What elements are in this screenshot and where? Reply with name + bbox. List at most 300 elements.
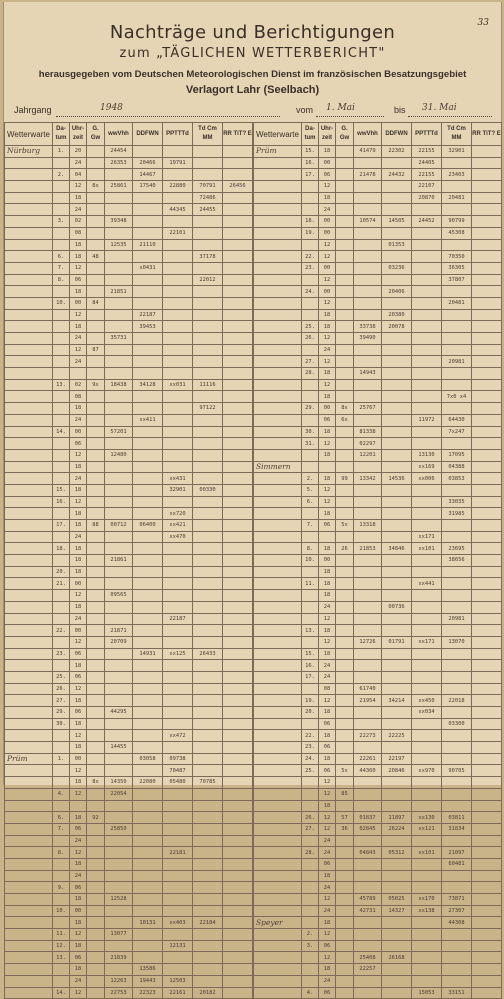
value-cell — [382, 403, 412, 415]
value-cell — [412, 742, 442, 754]
value-cell — [133, 192, 163, 204]
value-cell — [87, 613, 105, 625]
value-cell: 17. — [302, 169, 319, 181]
value-cell — [223, 788, 253, 800]
value-cell — [53, 438, 70, 450]
value-cell — [472, 309, 502, 321]
value-cell — [223, 660, 253, 672]
value-cell — [223, 403, 253, 415]
value-cell — [472, 192, 502, 204]
value-cell: 00 — [70, 753, 87, 765]
value-cell — [193, 449, 223, 461]
table-row — [254, 333, 502, 345]
value-cell — [87, 368, 105, 380]
value-cell: 00 — [319, 286, 336, 298]
value-cell — [87, 870, 105, 882]
value-cell — [336, 625, 354, 637]
value-cell — [53, 765, 70, 777]
value-cell: 18. — [53, 543, 70, 555]
value-cell — [87, 823, 105, 835]
value-cell: 18 — [70, 508, 87, 520]
value-cell — [223, 473, 253, 485]
value-cell — [354, 835, 382, 847]
value-cell: 18 — [70, 695, 87, 707]
value-cell — [223, 648, 253, 660]
value-cell — [133, 823, 163, 835]
value-cell: 29. — [53, 707, 70, 719]
value-cell: 21839 — [105, 952, 133, 964]
value-cell — [87, 964, 105, 976]
table-row — [254, 742, 502, 754]
value-cell — [87, 917, 105, 929]
value-cell — [472, 520, 502, 532]
value-cell — [163, 321, 193, 333]
value-cell — [354, 929, 382, 941]
value-cell — [336, 987, 354, 999]
value-cell — [193, 812, 223, 824]
station-cell — [5, 204, 53, 216]
value-cell — [319, 531, 336, 543]
station-cell — [5, 449, 53, 461]
value-cell: 12 — [319, 438, 336, 450]
value-cell — [302, 379, 319, 391]
value-cell — [105, 473, 133, 485]
value-cell: 4. — [302, 987, 319, 999]
value-cell: 18 — [70, 543, 87, 555]
value-cell: 19443 — [133, 975, 163, 987]
value-cell — [133, 496, 163, 508]
table-row — [254, 192, 502, 204]
value-cell — [87, 788, 105, 800]
value-cell — [302, 414, 319, 426]
value-cell: 17. — [302, 671, 319, 683]
value-cell — [163, 496, 193, 508]
table-row — [5, 917, 253, 929]
value-cell — [193, 964, 223, 976]
value-cell: 64430 — [442, 414, 472, 426]
value-cell: 12 — [70, 730, 87, 742]
value-cell: 22225 — [382, 730, 412, 742]
value-cell: 25. — [302, 321, 319, 333]
value-cell: 01353 — [382, 239, 412, 251]
value-cell — [87, 449, 105, 461]
table-row — [254, 543, 502, 555]
value-cell — [472, 940, 502, 952]
value-cell — [105, 870, 133, 882]
value-cell — [302, 274, 319, 286]
value-cell: 24 — [319, 660, 336, 672]
value-cell — [193, 461, 223, 473]
value-cell — [53, 964, 70, 976]
value-cell: 37807 — [442, 274, 472, 286]
value-cell — [193, 578, 223, 590]
table-row — [254, 823, 502, 835]
station-cell — [254, 929, 302, 941]
value-cell — [223, 601, 253, 613]
value-cell: 45789 — [354, 894, 382, 906]
value-cell — [336, 952, 354, 964]
value-cell — [382, 227, 412, 239]
value-cell: 13. — [302, 625, 319, 637]
table-row — [254, 812, 502, 824]
value-cell: 5x — [336, 520, 354, 532]
station-cell — [254, 333, 302, 345]
value-cell — [53, 800, 70, 812]
station-cell — [254, 753, 302, 765]
value-cell — [193, 835, 223, 847]
value-cell — [133, 929, 163, 941]
value-cell — [87, 730, 105, 742]
value-cell: 21861 — [105, 555, 133, 567]
value-cell — [472, 426, 502, 438]
station-cell — [5, 473, 53, 485]
value-cell: 12 — [70, 344, 87, 356]
value-cell — [163, 555, 193, 567]
value-cell: 61740 — [354, 683, 382, 695]
value-cell — [382, 391, 412, 403]
value-cell — [163, 274, 193, 286]
table-row — [254, 882, 502, 894]
value-cell — [163, 929, 193, 941]
value-cell — [412, 730, 442, 742]
value-cell — [382, 718, 412, 730]
station-cell — [5, 566, 53, 578]
value-cell: 20380 — [382, 309, 412, 321]
value-cell — [223, 508, 253, 520]
value-cell: 57 — [336, 812, 354, 824]
value-cell — [133, 660, 163, 672]
value-cell: 12 — [319, 181, 336, 193]
value-cell: 06 — [70, 648, 87, 660]
value-cell — [105, 344, 133, 356]
value-cell — [223, 461, 253, 473]
value-cell — [472, 870, 502, 882]
value-cell — [302, 917, 319, 929]
value-cell: 9x — [87, 379, 105, 391]
table-row — [5, 239, 253, 251]
value-cell — [472, 777, 502, 789]
value-cell — [336, 753, 354, 765]
value-cell — [193, 496, 223, 508]
value-cell — [163, 239, 193, 251]
table-row — [5, 964, 253, 976]
value-cell: 08 — [70, 227, 87, 239]
value-cell — [193, 239, 223, 251]
value-cell: 12726 — [354, 636, 382, 648]
value-cell: 20846 — [382, 765, 412, 777]
value-cell — [472, 975, 502, 987]
value-cell — [382, 882, 412, 894]
table-row — [5, 368, 253, 380]
station-cell — [5, 461, 53, 473]
value-cell: 18 — [319, 321, 336, 333]
value-cell — [382, 777, 412, 789]
value-cell — [442, 344, 472, 356]
value-cell: 23403 — [442, 169, 472, 181]
value-cell — [412, 613, 442, 625]
value-cell: 24 — [319, 835, 336, 847]
value-cell: xx411 — [133, 414, 163, 426]
value-cell: 18 — [319, 578, 336, 590]
value-cell — [382, 344, 412, 356]
value-cell: 13586 — [133, 964, 163, 976]
value-cell: 24405 — [412, 157, 442, 169]
value-cell: 00 — [319, 216, 336, 228]
value-cell — [412, 671, 442, 683]
value-cell — [53, 975, 70, 987]
value-cell — [472, 344, 502, 356]
value-cell — [472, 823, 502, 835]
value-cell: 12480 — [105, 449, 133, 461]
table-row — [5, 262, 253, 274]
value-cell — [53, 414, 70, 426]
table-row — [254, 940, 502, 952]
value-cell: 12 — [319, 333, 336, 345]
value-cell — [412, 975, 442, 987]
value-cell — [382, 590, 412, 602]
value-cell: 10. — [302, 555, 319, 567]
value-cell — [442, 730, 472, 742]
station-cell — [5, 742, 53, 754]
table-row — [254, 800, 502, 812]
value-cell — [412, 344, 442, 356]
value-cell — [412, 788, 442, 800]
value-cell: 12 — [319, 777, 336, 789]
value-cell: 12263 — [105, 975, 133, 987]
value-cell: 12528 — [105, 894, 133, 906]
value-cell: 85 — [336, 788, 354, 800]
value-cell: 18 — [70, 484, 87, 496]
value-cell — [193, 870, 223, 882]
value-cell — [223, 566, 253, 578]
station-cell — [254, 262, 302, 274]
value-cell — [87, 940, 105, 952]
value-cell — [336, 251, 354, 263]
value-cell — [105, 800, 133, 812]
value-cell — [87, 391, 105, 403]
value-cell — [193, 531, 223, 543]
value-cell: 18 — [70, 917, 87, 929]
value-cell — [472, 788, 502, 800]
value-cell: 24 — [70, 356, 87, 368]
table-row — [254, 917, 502, 929]
station-cell — [5, 368, 53, 380]
value-cell: 21. — [53, 578, 70, 590]
value-cell — [472, 508, 502, 520]
value-cell — [133, 146, 163, 158]
value-cell: 20981 — [442, 613, 472, 625]
value-cell — [442, 975, 472, 987]
value-cell: 04 — [70, 169, 87, 181]
value-cell: 1. — [53, 146, 70, 158]
value-cell: 06 — [319, 940, 336, 952]
value-cell — [412, 297, 442, 309]
value-cell — [223, 321, 253, 333]
value-cell — [412, 800, 442, 812]
value-cell — [354, 344, 382, 356]
value-cell — [163, 169, 193, 181]
value-cell: 25767 — [354, 403, 382, 415]
value-cell — [336, 777, 354, 789]
value-cell — [382, 461, 412, 473]
value-cell — [442, 601, 472, 613]
value-cell: 30. — [302, 426, 319, 438]
value-cell — [193, 543, 223, 555]
value-cell: 24. — [302, 286, 319, 298]
value-cell — [354, 286, 382, 298]
value-cell — [105, 496, 133, 508]
value-cell: 00 — [319, 262, 336, 274]
value-cell — [193, 508, 223, 520]
jahrgang-label: Jahrgang — [14, 105, 52, 115]
value-cell — [382, 520, 412, 532]
value-cell — [382, 251, 412, 263]
value-cell — [105, 613, 133, 625]
value-cell — [354, 309, 382, 321]
station-cell — [254, 882, 302, 894]
value-cell: 22184 — [193, 917, 223, 929]
value-cell: 72486 — [193, 192, 223, 204]
value-cell — [133, 461, 163, 473]
value-cell — [412, 426, 442, 438]
table-row — [254, 590, 502, 602]
value-cell — [223, 484, 253, 496]
table-row — [5, 484, 253, 496]
table-row — [254, 321, 502, 333]
value-cell — [472, 356, 502, 368]
value-cell: 7. — [53, 262, 70, 274]
value-cell — [193, 823, 223, 835]
value-cell: 21871 — [105, 625, 133, 637]
table-row — [5, 414, 253, 426]
value-cell — [354, 566, 382, 578]
value-cell: 20. — [302, 707, 319, 719]
value-cell — [223, 975, 253, 987]
value-cell — [336, 216, 354, 228]
value-cell — [442, 438, 472, 450]
value-cell — [472, 987, 502, 999]
value-cell: xx720 — [163, 508, 193, 520]
value-cell — [53, 858, 70, 870]
value-cell: 12 — [319, 251, 336, 263]
value-cell: 17. — [53, 520, 70, 532]
value-cell: 90705 — [442, 765, 472, 777]
value-cell — [223, 578, 253, 590]
table-row — [5, 496, 253, 508]
value-cell: 26353 — [105, 157, 133, 169]
value-cell — [105, 940, 133, 952]
value-cell — [223, 777, 253, 789]
table-row — [254, 169, 502, 181]
value-cell — [193, 590, 223, 602]
value-cell — [53, 344, 70, 356]
value-cell: 06 — [70, 274, 87, 286]
station-cell — [5, 695, 53, 707]
value-cell: 39453 — [133, 321, 163, 333]
value-cell: 24 — [319, 975, 336, 987]
value-cell: 24 — [319, 601, 336, 613]
value-cell — [472, 812, 502, 824]
value-cell — [163, 438, 193, 450]
table-row — [254, 555, 502, 567]
value-cell — [336, 917, 354, 929]
station-cell — [254, 309, 302, 321]
value-cell — [302, 788, 319, 800]
value-cell — [193, 742, 223, 754]
station-cell — [254, 788, 302, 800]
value-cell — [133, 683, 163, 695]
value-cell — [302, 718, 319, 730]
value-cell — [133, 870, 163, 882]
value-cell — [382, 625, 412, 637]
value-cell: 24454 — [105, 146, 133, 158]
value-cell — [193, 438, 223, 450]
correction-tables — [4, 122, 501, 996]
value-cell: 23. — [53, 648, 70, 660]
value-cell: xx031 — [163, 379, 193, 391]
value-cell: 18 — [319, 917, 336, 929]
value-cell — [87, 671, 105, 683]
table-row — [5, 555, 253, 567]
value-cell — [382, 671, 412, 683]
value-cell — [105, 262, 133, 274]
value-cell — [472, 578, 502, 590]
value-cell — [223, 718, 253, 730]
value-cell: 31. — [302, 438, 319, 450]
table-row — [5, 146, 253, 158]
value-cell: 14327 — [382, 905, 412, 917]
value-cell — [163, 882, 193, 894]
value-cell — [193, 929, 223, 941]
value-cell — [133, 940, 163, 952]
value-cell — [133, 274, 163, 286]
value-cell — [354, 227, 382, 239]
value-cell — [133, 952, 163, 964]
table-row — [5, 753, 253, 765]
value-cell — [163, 146, 193, 158]
value-cell — [70, 800, 87, 812]
value-cell — [133, 216, 163, 228]
value-cell — [354, 788, 382, 800]
value-cell — [193, 262, 223, 274]
value-cell — [412, 625, 442, 637]
value-cell — [223, 882, 253, 894]
value-cell: 25850 — [105, 823, 133, 835]
value-cell — [223, 169, 253, 181]
value-cell — [193, 671, 223, 683]
value-cell: 13. — [53, 952, 70, 964]
station-cell — [5, 496, 53, 508]
value-cell — [336, 613, 354, 625]
station-cell — [5, 309, 53, 321]
value-cell — [442, 321, 472, 333]
value-cell — [133, 800, 163, 812]
value-cell: 33738 — [354, 321, 382, 333]
value-cell — [223, 683, 253, 695]
value-cell — [442, 940, 472, 952]
value-cell — [223, 391, 253, 403]
value-cell: 18 — [319, 625, 336, 637]
value-cell: 12201 — [354, 449, 382, 461]
value-cell — [336, 262, 354, 274]
value-cell — [105, 414, 133, 426]
value-cell — [336, 800, 354, 812]
value-cell — [87, 508, 105, 520]
value-cell — [412, 309, 442, 321]
table-row — [254, 286, 502, 298]
value-cell — [105, 192, 133, 204]
value-cell — [223, 870, 253, 882]
